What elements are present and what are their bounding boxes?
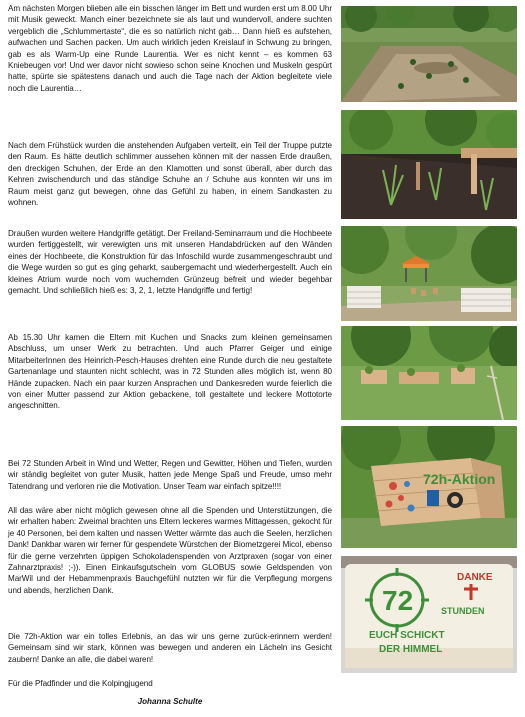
- paragraph-morning: Am nächsten Morgen blieben alle ein bisschen länger im Bett und wurden erst um 8.00 Uhr mit Musik geweckt. Manch einer bezeichnete sie als laut und wundervoll, andere suchten vergeblich die „Schlummertaste“, die es so natürlich nicht gab… Dann hieß es aufstehen, aufwachen und Sachen packen. Um auch wirklich jeden Kreislauf in Schwung zu bringen, gab es als Warm-Up eine Runde Laurentia. Wer es nicht kennt – es kommen 63 Kniebeugen vor! Und wer davor nicht sowieso schon seine Knochen und Muskeln gespürt hatte, spürte sie spätestens danach und auch die Tage nach der Aktion begleitete viele noch die Laurentia…: [8, 4, 332, 93]
- photo-seminar-area: [341, 226, 517, 321]
- photo-raised-beds-lawn: [341, 326, 517, 420]
- paragraph-closing: Die 72h-Aktion war ein tolles Erlebnis, an das wir uns gerne zurück-erinnern werden! Gemeinsam sind wir stark, können was bewegen und anderen ein Lächeln ins Gesicht zaubern! Danke an alle, die dabei waren!: [8, 632, 332, 664]
- cake-line2-text: DER HIMMEL: [379, 644, 443, 655]
- paragraph-parents-visit: Ab 15.30 Uhr kamen die Eltern mit Kuchen und Snacks zum kleinen gemeinsamen Abschluss, um unser Werk zu betrachten. Und auch Pfarrer Geiger und einige MitarbeiterInnen des Heinrich-Pesch-Hauses drehten eine Runde durch die neu gestaltete Gartenanlage und staunten nicht schlecht, was in 72 Stunden alles möglich ist, wenn 80 Hände zupacken. Nach ein paar kurzen Ansprachen und Dankesreden wurde feierlich die von einer Mutter passend zur Aktion gebackene, toll gestaltete und leckere Mottotorte angeschnitten.: [8, 333, 332, 411]
- cake-line1-text: EUCH SCHICKT: [369, 630, 445, 641]
- paragraph-breakfast: Nach dem Frühstück wurden die anstehenden Aufgaben verteilt, ein Teil der Truppe putzte den Raum. Es hätte deutlich schlimmer aussehen können mit der nassen Erde draußen, den dreckigen Schuhen, der Erde an den Klamotten und sonst überall, aber durch das Kehren zwischendurch und das ständige Schuhe an / Schuhe aus konnten wir uns im Raum meist ganz gut bewegen, ohne das Gefühl zu haben, in einem Sandkasten zu wohnen.: [8, 141, 332, 208]
- paragraph-outside-work: Draußen wurden weitere Handgriffe getätigt. Der Freiland-Seminarraum und die Hochbeete wurden fertiggestellt, wir verewigten uns mit unseren Handabdrücken auf den Wänden eines der Hochbeete, die Konstruktion für das Infoschild wurde zusammengeschraubt und die Wege wurden so gut es ging geharkt, saubergemacht und wiederhergestellt. Auch ein kleines Atrium wurde noch vom wuchernden Grünzeug befreit und wieder begehbar gemacht. Und schließlich hieß es: 3, 2, 1, letzte Handgriffe und fertig!: [8, 229, 332, 296]
- cake-number-text: 72: [382, 585, 414, 616]
- author-signature: Johanna Schulte: [137, 697, 203, 706]
- cake-right-text: STUNDEN: [441, 606, 485, 616]
- photo-motto-cake: [341, 556, 517, 673]
- photo-raised-bed: [341, 110, 517, 219]
- wall-sign-text: 72h-Aktion: [423, 471, 496, 487]
- cake-top-text: DANKE: [457, 572, 493, 583]
- paragraph-donations: All das wäre aber nicht möglich gewesen ohne all die Spenden und Unterstützungen, die wir erhalten haben: Zweimal brachten uns Eltern leckeres warmes Mittagessen, gekocht für je 40 Personen, bei dem kalten und nassen Wetter wärmte das auch die Seelen, herzlichen Dank! Dankbar waren wir ferner für gespendete Würstchen der Biometzgerei Micol, ebenso für die gerne verzehrten üppigen Schokoladenspenden von Arztpraxen (sogar von einer Zahnarztpraxis! ;-)). Einen Einkaufsgutschein vom GLOBUS sowie Geldspenden von MarWil und der Hebammenpraxis Bauchgefühl nutzten wir für die Verpflegung morgens und abends, herzlichen Dank.: [8, 506, 332, 595]
- photo-painted-bed: [341, 426, 517, 548]
- paragraph-weather: Bei 72 Stunden Arbeit in Wind und Wetter, Regen und Gewitter, Höhen und Tiefen, wurden wir ständig begleitet von guter Musik, hatten jede Menge Spaß und Freude, umso mehr Tatendrang und verloren nie die Motivation. Unser Team war einfach spitze!!!!: [8, 459, 332, 491]
- paragraph-groups: Für die Pfadfinder und die Kolpingjugend: [8, 679, 153, 688]
- photo-garden-path: [341, 6, 517, 102]
